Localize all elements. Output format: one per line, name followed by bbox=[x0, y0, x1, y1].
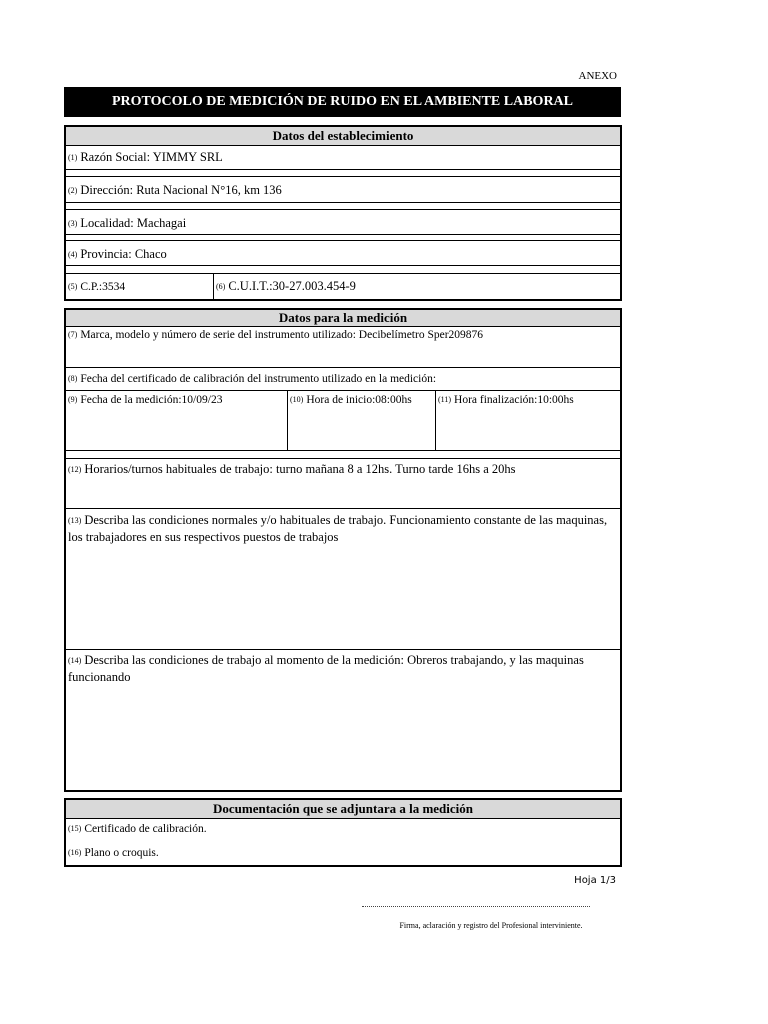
field-number: (1) bbox=[68, 153, 78, 162]
horarios-field bbox=[68, 462, 516, 477]
document-title: PROTOCOLO DE MEDICIÓN DE RUIDO EN EL AMBIENTE LABORAL bbox=[64, 87, 621, 117]
instrumento-field bbox=[68, 329, 483, 341]
divider bbox=[66, 390, 620, 391]
establishment-section bbox=[64, 125, 622, 301]
cp-text: C.P.:3534 bbox=[80, 281, 126, 293]
divider bbox=[66, 169, 620, 170]
inicio-field bbox=[290, 394, 412, 406]
certificado-field bbox=[68, 373, 436, 385]
signature-label: Firma, aclaración y registro del Profesional interviniente. bbox=[399, 921, 583, 930]
localidad-text: Localidad: Machagai bbox=[80, 216, 187, 230]
annex-label: ANEXO bbox=[578, 70, 617, 82]
field-number: (6) bbox=[216, 282, 226, 291]
direccion-field bbox=[68, 183, 282, 198]
cuit-text: C.U.I.T.:30-27.003.454-9 bbox=[228, 279, 356, 293]
field-number: (8) bbox=[68, 374, 78, 383]
condiciones-normales-text: Describa las condiciones normales y/o habituales de trabajo. Funcionamiento constante de las maquinas, los trabajadores en sus respectivos puestos de trabajos bbox=[68, 513, 608, 544]
horarios-text: Horarios/turnos habituales de trabajo: turno mañana 8 a 12hs. Turno tarde 16hs a 20hs bbox=[84, 462, 516, 476]
signature-line bbox=[362, 906, 590, 907]
field-number: (10) bbox=[290, 395, 304, 404]
instrumento-text: Marca, modelo y número de serie del instrumento utilizado: Decibelímetro Sper209876 bbox=[80, 329, 484, 341]
measurement-section bbox=[64, 308, 622, 792]
field-number: (11) bbox=[438, 395, 452, 404]
cuit-field bbox=[216, 279, 356, 294]
divider bbox=[66, 508, 620, 509]
divider bbox=[66, 367, 620, 368]
divider bbox=[66, 209, 620, 210]
provincia-field bbox=[68, 247, 167, 262]
field-number: (12) bbox=[68, 465, 82, 474]
condiciones-medicion-text: Describa las condiciones de trabajo al momento de la medición: Obreros trabajando, y las maquinas funcionando bbox=[68, 653, 584, 684]
field-number: (13) bbox=[68, 516, 82, 525]
divider bbox=[66, 649, 620, 650]
fin-text: Hora finalización:10:00hs bbox=[454, 394, 574, 406]
divider bbox=[66, 450, 620, 451]
field-number: (7) bbox=[68, 330, 78, 339]
field-number: (9) bbox=[68, 395, 78, 404]
fin-field bbox=[438, 394, 574, 406]
certificado-text: Fecha del certificado de calibración del instrumento utilizado en la medición: bbox=[80, 373, 437, 385]
razon-social-field bbox=[68, 150, 223, 165]
fecha-text: Fecha de la medición:10/09/23 bbox=[80, 394, 223, 406]
field-number: (4) bbox=[68, 250, 78, 259]
field-number: (16) bbox=[68, 848, 82, 857]
divider bbox=[66, 273, 620, 274]
razon-social-text: Razón Social: YIMMY SRL bbox=[80, 150, 223, 164]
doc-certificado-text: Certificado de calibración. bbox=[84, 823, 207, 835]
direccion-text: Dirección: Ruta Nacional N°16, km 136 bbox=[80, 183, 282, 197]
condiciones-medicion-field bbox=[68, 652, 616, 685]
establishment-header: Datos del establecimiento bbox=[66, 127, 620, 146]
fecha-field bbox=[68, 394, 222, 406]
documentation-section bbox=[64, 798, 622, 867]
field-number: (3) bbox=[68, 219, 78, 228]
localidad-field bbox=[68, 216, 186, 231]
divider bbox=[213, 273, 214, 299]
page-number: Hoja 1/3 bbox=[574, 875, 616, 886]
doc-plano-item bbox=[68, 847, 159, 859]
divider bbox=[66, 202, 620, 203]
field-number: (5) bbox=[68, 282, 78, 291]
divider bbox=[66, 240, 620, 241]
measurement-header: Datos para la medición bbox=[66, 310, 620, 327]
field-number: (15) bbox=[68, 824, 82, 833]
divider bbox=[66, 265, 620, 266]
doc-plano-text: Plano o croquis. bbox=[84, 847, 159, 859]
divider bbox=[66, 176, 620, 177]
divider bbox=[66, 458, 620, 459]
divider bbox=[287, 390, 288, 450]
divider bbox=[66, 234, 620, 235]
field-number: (2) bbox=[68, 186, 78, 195]
provincia-text: Provincia: Chaco bbox=[80, 247, 167, 261]
condiciones-normales-field bbox=[68, 512, 616, 545]
field-number: (14) bbox=[68, 656, 82, 665]
documentation-header: Documentación que se adjuntara a la medición bbox=[66, 800, 620, 819]
divider bbox=[435, 390, 436, 450]
doc-certificado-item bbox=[68, 823, 207, 835]
inicio-text: Hora de inicio:08:00hs bbox=[306, 394, 412, 406]
cp-field bbox=[68, 281, 125, 293]
